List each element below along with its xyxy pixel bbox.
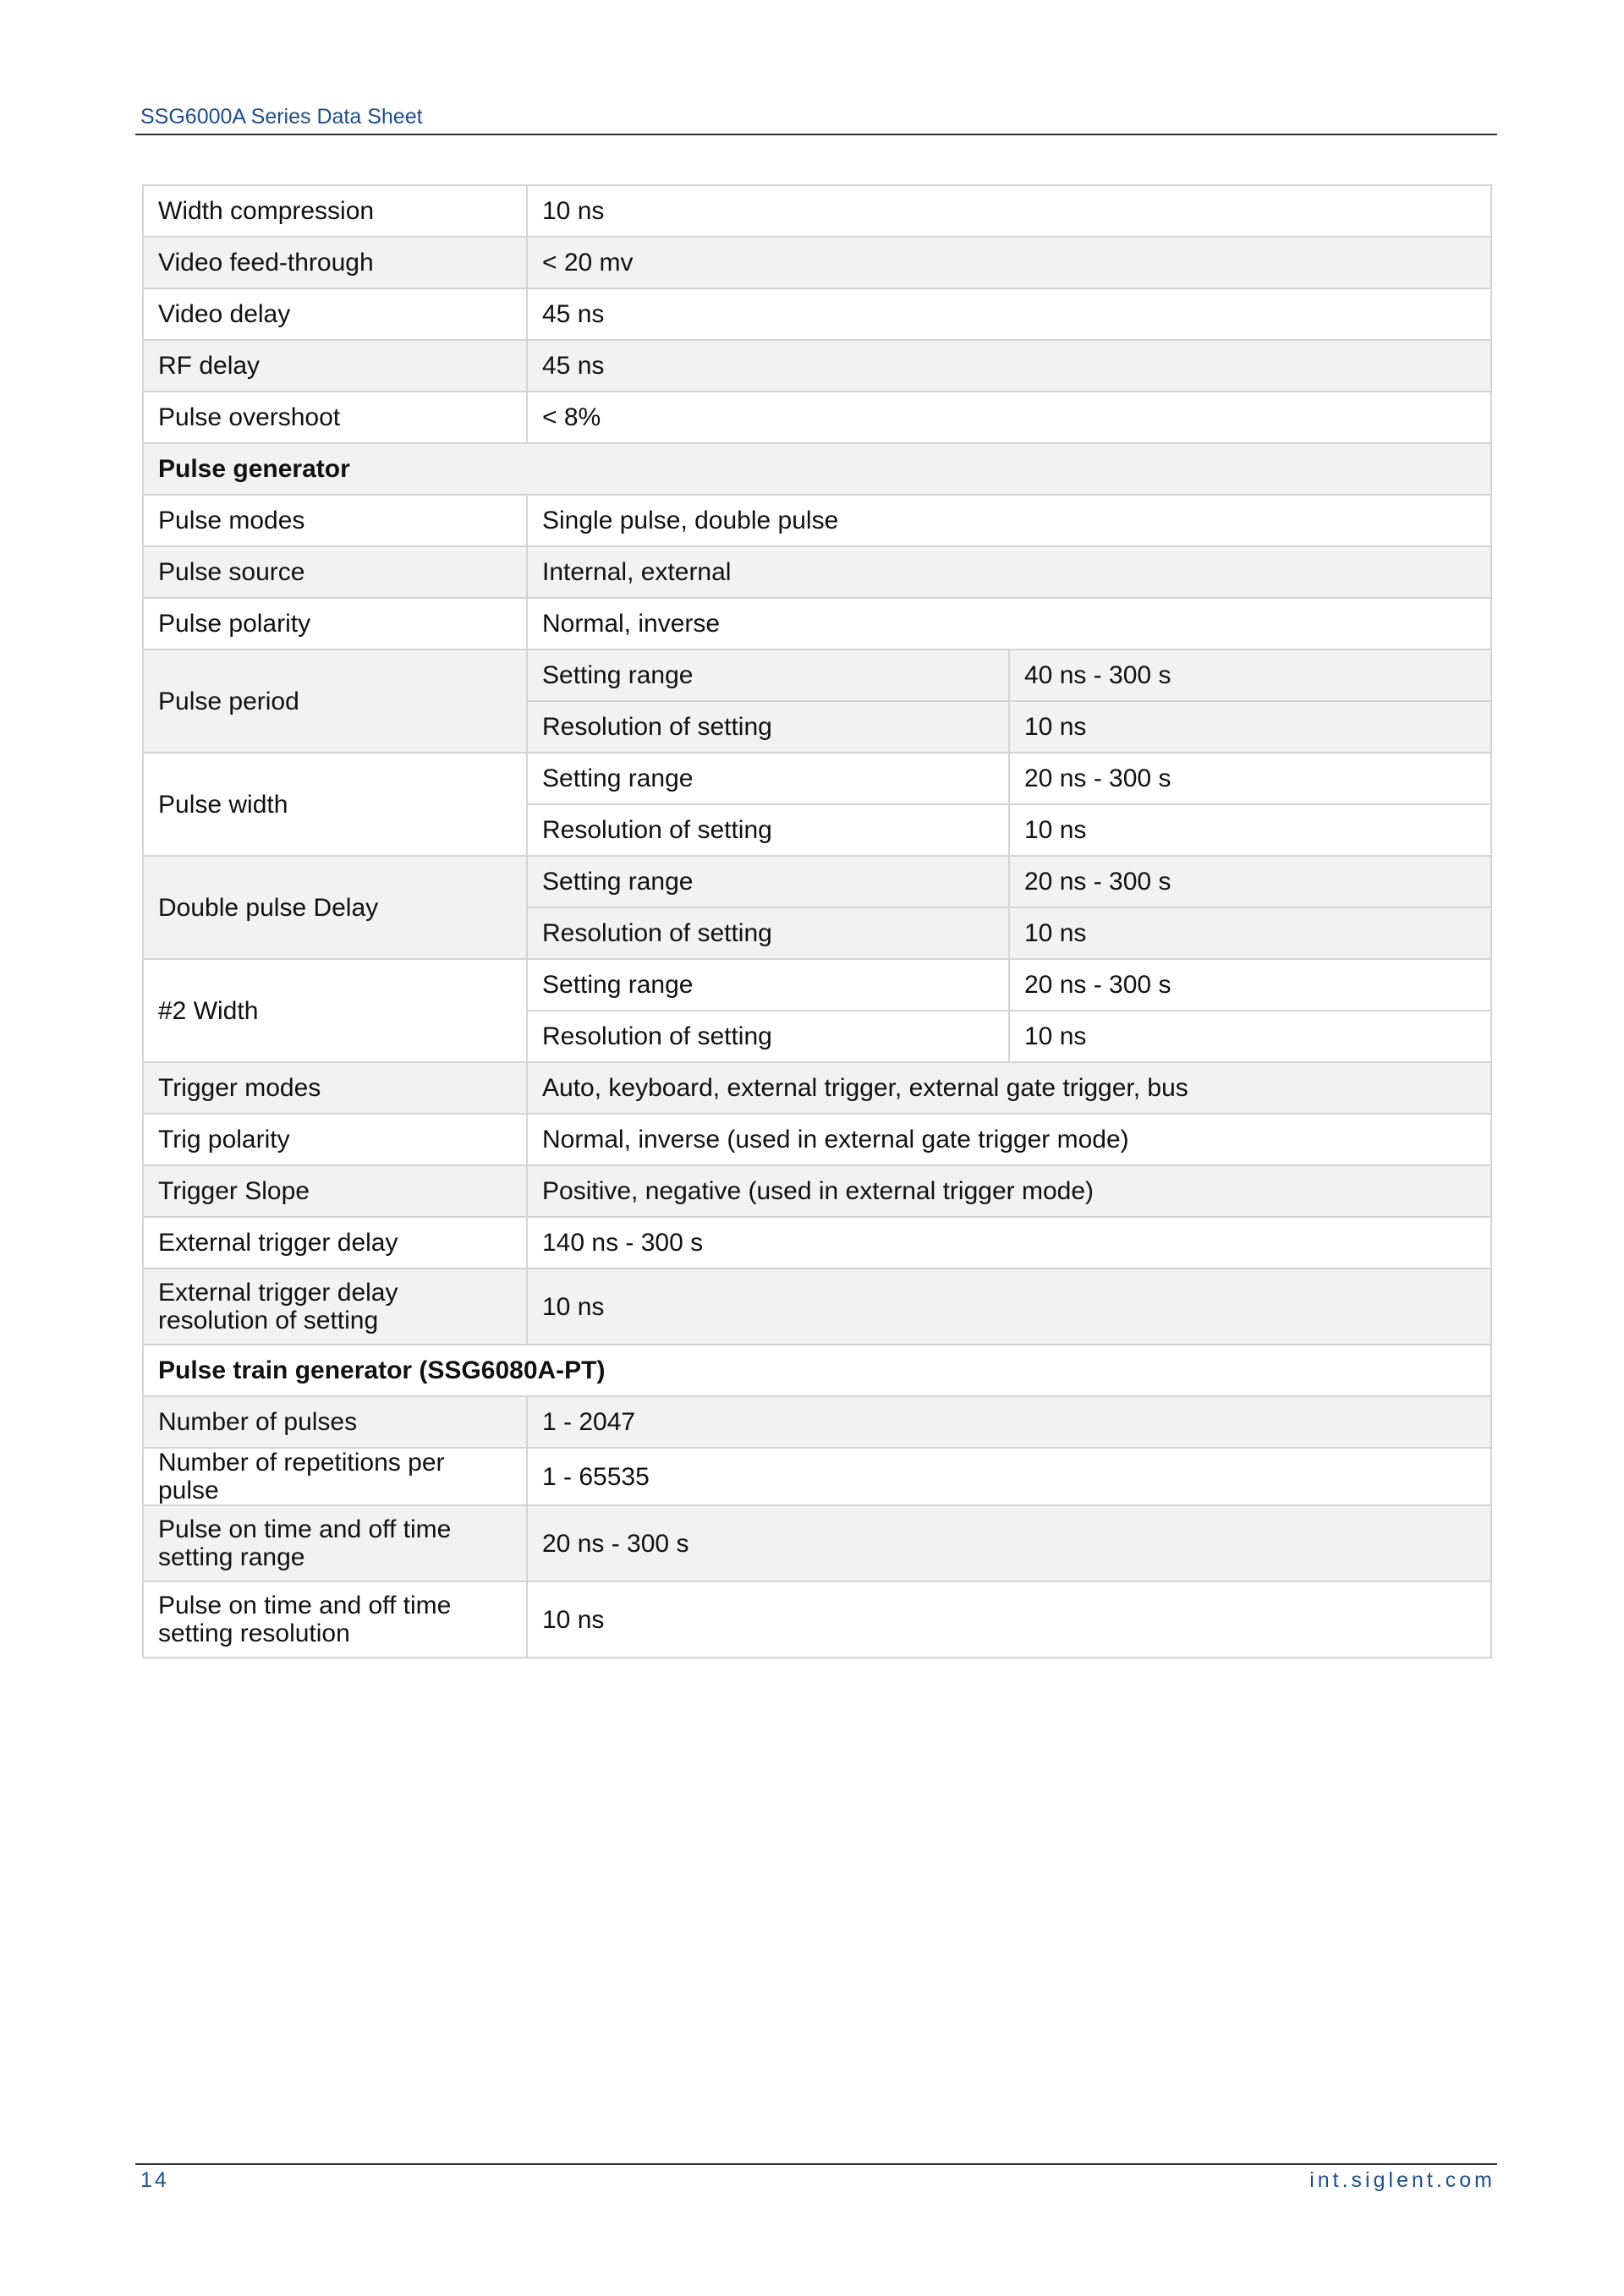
spec-value: Single pulse, double pulse <box>527 495 1491 546</box>
spec-value: Positive, negative (used in external trigger mode) <box>527 1165 1491 1217</box>
spec-label: Pulse polarity <box>143 598 527 649</box>
spec-label: Pulse period <box>143 649 527 753</box>
table-row <box>143 598 1491 649</box>
table-row <box>143 1062 1491 1114</box>
spec-label: Trig polarity <box>143 1114 527 1165</box>
spec-label <box>143 1269 527 1345</box>
table-row <box>143 340 1491 392</box>
spec-label: Number of repetitions per pulse <box>143 1448 527 1505</box>
table-row <box>143 1269 1491 1345</box>
table-row <box>143 856 1491 907</box>
table-row <box>143 495 1491 546</box>
section-row <box>143 1345 1491 1396</box>
spec-label-line: External trigger delay <box>158 1279 398 1307</box>
spec-value: Normal, inverse <box>527 598 1491 649</box>
spec-label-line: setting resolution <box>158 1619 350 1647</box>
sub-label: Resolution of setting <box>527 804 1009 856</box>
table-row <box>143 546 1491 598</box>
spec-value: 140 ns - 300 s <box>527 1217 1491 1269</box>
table-row <box>143 392 1491 443</box>
spec-value: 1 - 65535 <box>527 1448 1491 1505</box>
spec-value: < 8% <box>527 392 1491 443</box>
sub-label: Resolution of setting <box>527 701 1009 753</box>
document-header-title: SSG6000A Series Data Sheet <box>140 105 423 129</box>
sub-label: Resolution of setting <box>527 907 1009 959</box>
table-row <box>143 288 1491 340</box>
spec-label: Trigger Slope <box>143 1165 527 1217</box>
spec-value: Internal, external <box>527 546 1491 598</box>
footer-website-url: int.siglent.com <box>1309 2168 1495 2192</box>
spec-value: < 20 mv <box>527 237 1491 288</box>
spec-value: 10 ns <box>527 1581 1491 1658</box>
spec-label <box>143 1581 527 1658</box>
spec-value: 45 ns <box>527 340 1491 392</box>
section-row <box>143 443 1491 495</box>
sub-value: 10 ns <box>1009 804 1491 856</box>
table-row <box>143 649 1491 701</box>
footer-divider <box>135 2163 1497 2165</box>
spec-value: Auto, keyboard, external trigger, external gate trigger, bus <box>527 1062 1491 1114</box>
spec-label: Width compression <box>143 185 527 237</box>
sub-value: 40 ns - 300 s <box>1009 649 1491 701</box>
table-row <box>143 1217 1491 1269</box>
spec-label: Video delay <box>143 288 527 340</box>
spec-label: #2 Width <box>143 959 527 1062</box>
sub-value: 10 ns <box>1009 907 1491 959</box>
spec-label: Number of pulses <box>143 1396 527 1448</box>
sub-label: Resolution of setting <box>527 1011 1009 1062</box>
spec-label: External trigger delay <box>143 1217 527 1269</box>
table-row <box>143 185 1491 237</box>
spec-label-line: Pulse on time and off time <box>158 1515 452 1543</box>
spec-label: Pulse modes <box>143 495 527 546</box>
spec-label: Double pulse Delay <box>143 856 527 959</box>
spec-label-line: setting range <box>158 1543 305 1571</box>
sub-label: Setting range <box>527 753 1009 804</box>
table-row <box>143 1165 1491 1217</box>
table-row <box>143 753 1491 804</box>
table-row <box>143 1581 1491 1658</box>
table-row <box>143 1114 1491 1165</box>
sub-value: 20 ns - 300 s <box>1009 959 1491 1011</box>
specifications-table <box>142 184 1492 1658</box>
spec-label: Pulse source <box>143 546 527 598</box>
section-heading-pulse-train: Pulse train generator (SSG6080A-PT) <box>143 1345 1491 1396</box>
table-row <box>143 959 1491 1011</box>
sub-value: 10 ns <box>1009 1011 1491 1062</box>
spec-value: 20 ns - 300 s <box>527 1505 1491 1581</box>
spec-value: 45 ns <box>527 288 1491 340</box>
spec-value: 10 ns <box>527 185 1491 237</box>
section-heading-pulse-generator: Pulse generator <box>143 443 1491 495</box>
spec-label: Trigger modes <box>143 1062 527 1114</box>
spec-label: Video feed-through <box>143 237 527 288</box>
sub-value: 20 ns - 300 s <box>1009 856 1491 907</box>
table-row <box>143 1396 1491 1448</box>
table-row <box>143 237 1491 288</box>
sub-label: Setting range <box>527 856 1009 907</box>
spec-value: 10 ns <box>527 1269 1491 1345</box>
spec-value: Normal, inverse (used in external gate trigger mode) <box>527 1114 1491 1165</box>
table-row <box>143 1505 1491 1581</box>
table-row <box>143 1448 1491 1505</box>
spec-label: Pulse overshoot <box>143 392 527 443</box>
spec-label-line: Pulse on time and off time <box>158 1592 452 1619</box>
spec-label: RF delay <box>143 340 527 392</box>
page-number: 14 <box>140 2168 169 2192</box>
sub-value: 10 ns <box>1009 701 1491 753</box>
spec-label-line: resolution of setting <box>158 1307 379 1334</box>
spec-label <box>143 1505 527 1581</box>
spec-value: 1 - 2047 <box>527 1396 1491 1448</box>
header-divider <box>135 134 1497 135</box>
sub-value: 20 ns - 300 s <box>1009 753 1491 804</box>
sub-label: Setting range <box>527 649 1009 701</box>
spec-label: Pulse width <box>143 753 527 856</box>
sub-label: Setting range <box>527 959 1009 1011</box>
